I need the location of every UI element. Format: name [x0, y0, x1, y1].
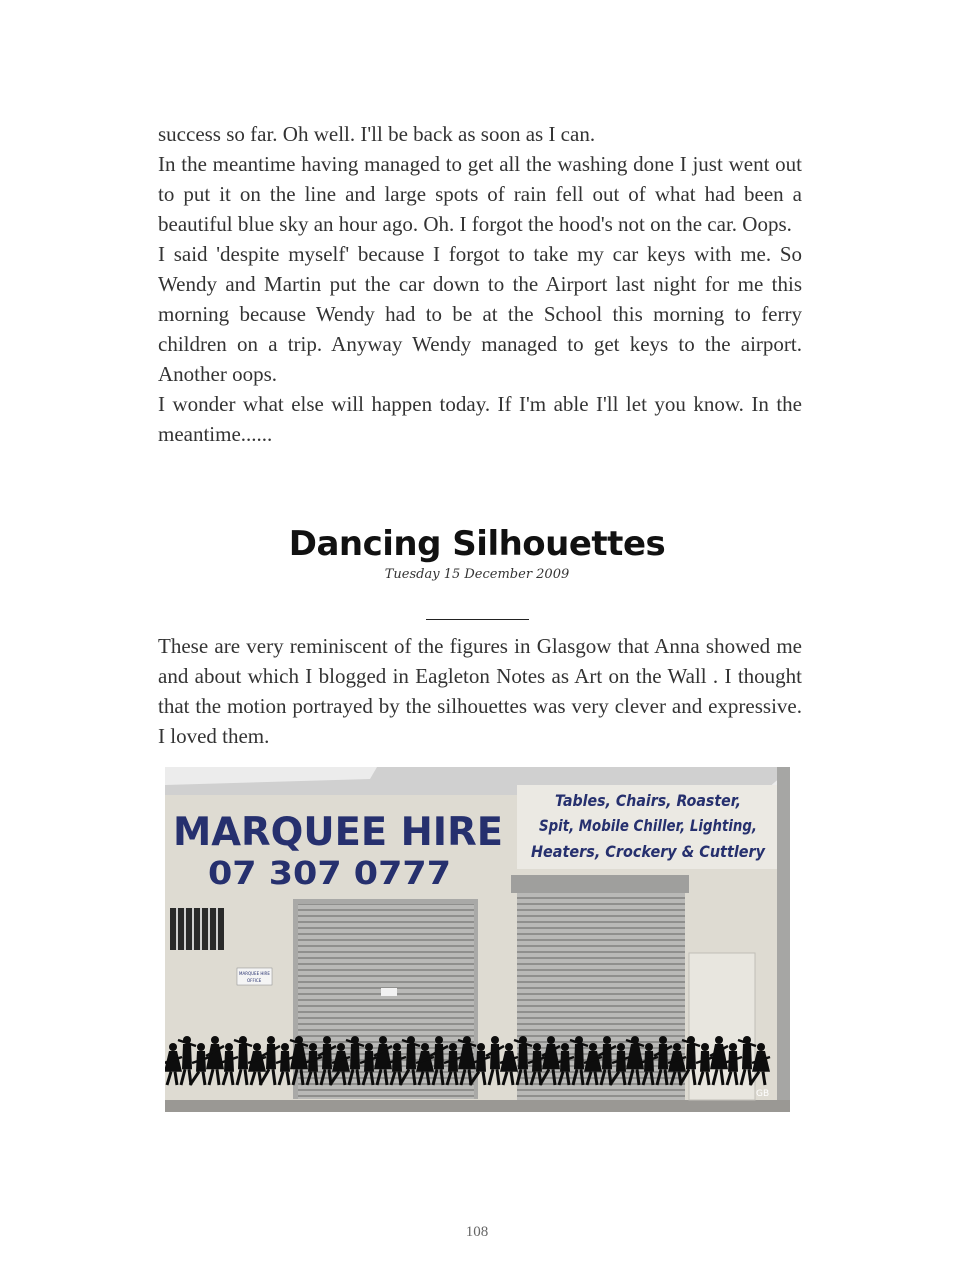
door-notice [381, 988, 397, 996]
sign-services-line-2: Spit, Mobile Chiller, Lighting, [539, 816, 757, 835]
office-sign-name: MARQUEE HIRE [239, 971, 270, 976]
continued-post-text [158, 119, 802, 449]
photo-credit: GB [756, 1089, 770, 1099]
paragraph: These are very reminiscent of the figures in Glasgow that Anna showed me and about which I blogged in Eagleton Notes as Art on the Wall . I thought that the motion portrayed by the silhouettes was very clever and expressive. I loved them. [158, 634, 802, 748]
wall-edge [777, 767, 790, 1100]
post-body [158, 631, 802, 751]
door-awning [511, 875, 689, 893]
page-number: 108 [465, 1224, 489, 1240]
pavement [165, 1100, 790, 1112]
paragraph: success so far. Oh well. I'll be back as soon as I can. [158, 122, 596, 146]
paragraph: In the meantime having managed to get all the washing done I just went out to put it on the line and large spots of rain fell out of what had been a beautiful blue sky an hour ago. Oh. I forgot the hood's not on the car. Oops. [158, 152, 802, 236]
sign-services-line-1: Tables, Chairs, Roaster, [555, 791, 741, 810]
sign-business-name: MARQUEE HIRE [173, 810, 503, 855]
post-date: Tuesday 15 December 2009 [384, 567, 570, 582]
post-title: Dancing Silhouettes [288, 524, 666, 564]
office-sign-label: OFFICE [247, 978, 262, 983]
title-separator [426, 619, 529, 620]
paragraph: I said 'despite myself' because I forgot to take my car keys with me. So Wendy and Martin put the car down to the Airport last night for me this morning because Wendy had to be at the School this morning to ferry children on a trip. Anyway Wendy managed to get keys to the airport. Another oops. [158, 242, 802, 386]
marquee-hire-photo [165, 767, 790, 1112]
barred-window [170, 908, 224, 950]
paragraph: I wonder what else will happen today. If I'm able I'll let you know. In the meantime...... [158, 392, 802, 446]
sign-phone-number: 07 307 0777 [208, 854, 451, 892]
sign-services-line-3: Heaters, Crockery & Cuttlery [531, 842, 766, 861]
